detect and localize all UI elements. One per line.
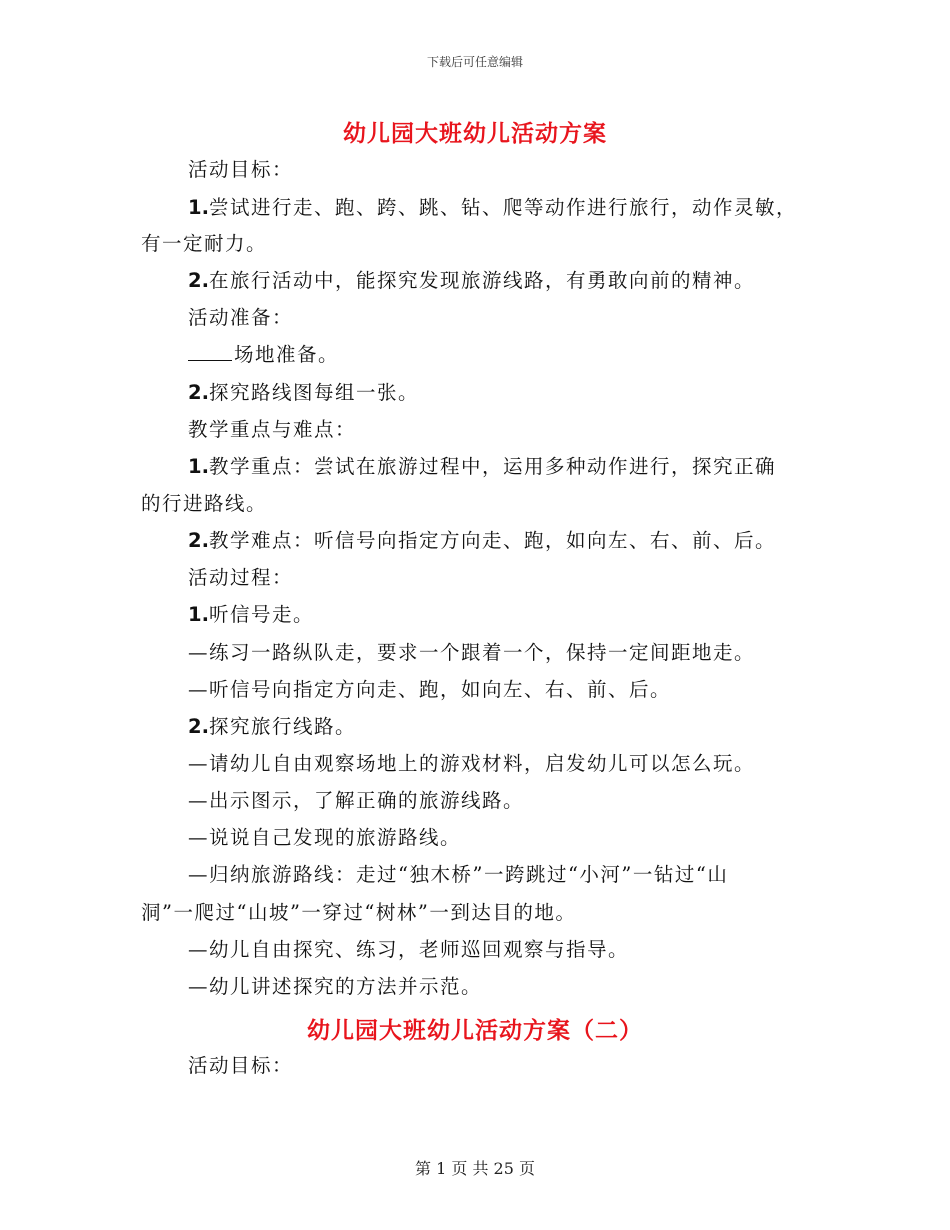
page-title: 幼儿园大班幼儿活动方案 [343,120,607,147]
paragraph-step: —出示图示，了解正确的旅游线路。 [188,789,525,812]
paragraph-step: —请幼儿自由观察场地上的游戏材料，启发幼儿可以怎么玩。 [188,752,756,775]
section-heading-process: 活动过程： [188,566,294,589]
paragraph-key-1-cont: 的行进路线。 [141,492,268,515]
paragraph-process-2 [188,714,356,740]
paragraph-step-cont: 洞”一爬过“山坡”一穿过“树林”一到达目的地。 [141,901,577,924]
section-heading-goals-2: 活动目标： [188,1054,294,1077]
paragraph-goal-2 [188,268,755,294]
section-heading-preparation: 活动准备： [188,306,294,329]
header-note: 下载后可任意编辑 [426,55,523,69]
paragraph-text: 在旅行活动中，能探究发现旅游线路，有勇敢向前的精神。 [208,269,755,292]
paragraph-step: —听信号向指定方向走、跑，如向左、右、前、后。 [188,678,672,701]
section-heading-key-points: 教学重点与难点： [188,418,357,441]
fill-blank [188,342,232,361]
paragraph-text: 听信号走。 [208,603,314,626]
paragraph-prep-1 [188,342,339,368]
list-number: 1. [188,455,209,478]
paragraph-key-1 [188,454,776,480]
paragraph-text: 场地准备。 [234,343,340,366]
paragraph-step: —幼儿自由探究、练习，老师巡回观察与指导。 [188,938,630,961]
list-number: 2. [188,529,209,552]
paragraph-text: 教学重点：尝试在旅游过程中，运用多种动作进行，探究正确 [208,455,776,478]
paragraph-step: —归纳旅游路线：走过“独木桥”一跨跳过“小河”一钻过“山 [188,863,729,886]
page-footer: 第 1 页 共 25 页 [415,1159,535,1178]
list-number: 1. [188,603,209,626]
list-number: 2. [188,381,209,404]
paragraph-step: —幼儿讲述探究的方法并示范。 [188,975,483,998]
list-number: 2. [188,269,209,292]
list-number: 2. [188,715,209,738]
section-heading-goals: 活动目标： [188,158,294,181]
paragraph-text: 教学难点：听信号向指定方向走、跑，如向左、右、前、后。 [208,529,776,552]
paragraph-text: 尝试进行走、跑、跨、跳、钻、爬等动作进行旅行，动作灵敏， [208,196,797,219]
paragraph-process-1 [188,602,314,628]
paragraph-prep-2 [188,380,419,406]
paragraph-goal-1 [188,195,797,221]
list-number: 1. [188,196,209,219]
section-title-2: 幼儿园大班幼儿活动方案（二） [307,1017,643,1044]
paragraph-step: —练习一路纵队走，要求一个跟着一个，保持一定间距地走。 [188,641,756,664]
paragraph-text: 探究旅行线路。 [208,715,356,738]
paragraph-key-2 [188,528,776,554]
paragraph-text: 探究路线图每组一张。 [208,381,419,404]
paragraph-step: —说说自己发现的旅游路线。 [188,826,462,849]
paragraph-goal-1-cont: 有一定耐力。 [141,232,268,255]
